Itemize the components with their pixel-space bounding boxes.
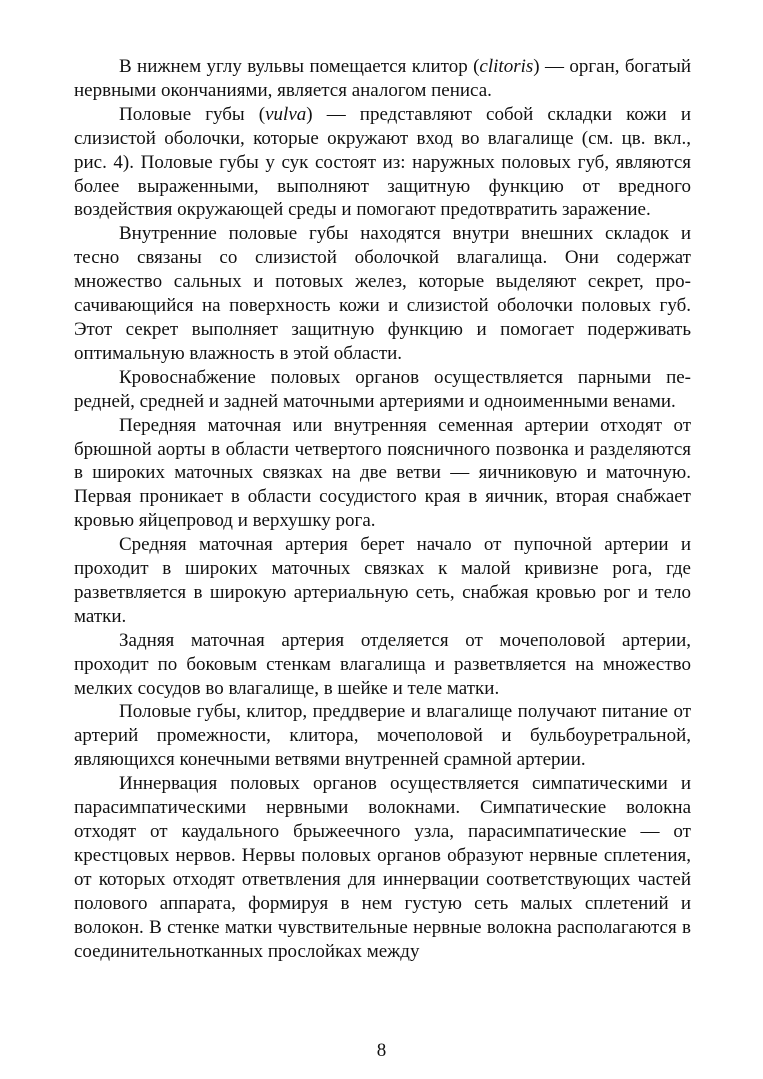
paragraph-text: Задняя маточная артерия отделяется от мочеполовой артерии, проходит по боковым стенкам влагалища и разветвляется на множество мелких сосудов во влагалище, в шейке и теле матки.	[74, 629, 691, 699]
paragraph-text: ) — представляют собой складки кожи и слизистой оболочки, которые окружают вход во влагалище (см. цв. вкл., рис. 4). Половые губы у сук состоят из: наружных половых губ, являются более выраженными, выполняют защитную функцию от вредного воздействия окружающей среды и помогают предотвратить заражение.	[74, 103, 691, 221]
paragraph	[74, 366, 691, 414]
paragraph	[74, 103, 691, 223]
paragraph	[74, 533, 691, 629]
paragraph-text: Иннервация половых органов осуществляется симпатическими и парасимпатическими нервными волокнами. Симпатические волокна отходят от каудального брыжеечного узла, парасимпатические — от крестцовых нервов. Нервы половых органов образуют нервные сплетения, от которых отходят ответвления для иннервации соответствующих частей полового аппарата, формируя в нем густую сеть малых сплетений и волокон. В стенке матки чувствительные нервные волокна располагаются в соединительнотканных прослойках между	[74, 773, 691, 962]
page-number: 8	[376, 1040, 387, 1061]
paragraph	[74, 55, 691, 103]
latin-term: clitoris	[479, 56, 534, 77]
paragraph-text: Половые губы (	[119, 103, 266, 125]
paragraph-text: Внутренние половые губы находятся внутри внешних складок и тесно связаны со слизистой оболочкой влагалища. Они содержат множество сальных и потовых желез, которые выделяют секрет, просачивающийся на поверхность кожи и слизистой оболочки половых губ. Этот секрет выполняет защитную функцию и помогает подерживать оптимальную влажность в этой области.	[74, 223, 691, 364]
paragraph-text: Половые губы, клитор, преддверие и влагалище получают питание от артерий промежности, клитора, мочеполовой и бульбоуретральной, являющихся конечными ветвями внутренней срамной артерии.	[74, 701, 691, 771]
paragraph	[74, 772, 691, 963]
paragraph	[74, 700, 691, 772]
paragraph	[74, 629, 691, 701]
paragraph-text: Средняя маточная артерия берет начало от пупочной артерии и проходит в широких маточных связках к малой кривизне рога, где разветвляется в широкую артериальную сеть, снабжая кровью рог и тело матки.	[74, 534, 691, 627]
latin-term: vulva	[265, 103, 307, 125]
paragraph-text: В нижнем углу вульвы помещается клитор (	[119, 56, 480, 77]
document-body	[74, 55, 691, 963]
paragraph-text: Кровоснабжение половых органов осуществляется парными передней, средней и задней маточными артериями и одноименными венами.	[74, 366, 691, 412]
paragraph-text: Передняя маточная или внутренняя семенная артерии отходят от брюшной аорты в области четвертого поясничного позвонка и разделяются в широких маточных связках на две ветви — яичниковую и маточную. Первая проникает в области сосудистого края в яичник, вторая снабжает кровью яйцепровод и верхушку рога.	[74, 414, 691, 532]
paragraph	[74, 414, 691, 534]
paragraph-text: ) — орган, богатый нервными окончаниями, является аналогом пениса.	[74, 56, 691, 101]
paragraph	[74, 222, 691, 365]
